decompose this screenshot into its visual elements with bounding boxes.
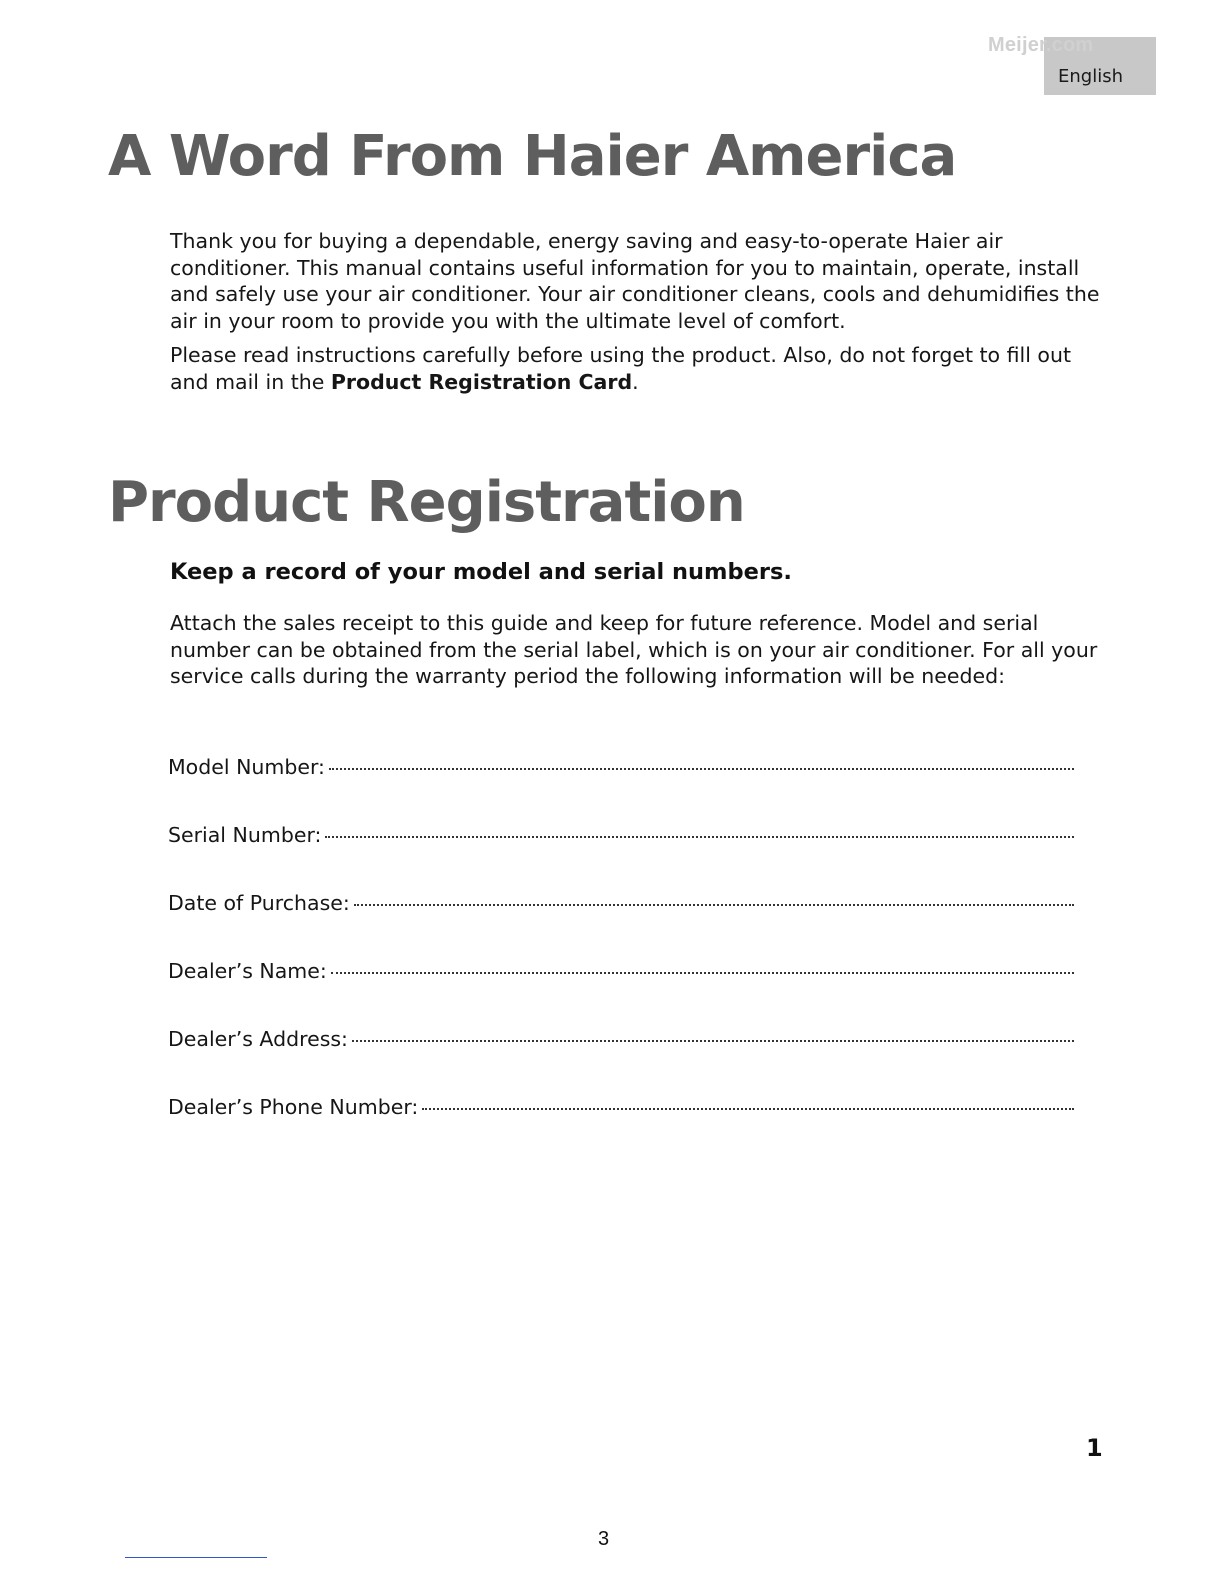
registration-subtitle: Keep a record of your model and serial numbers. xyxy=(170,559,792,585)
field-label: Dealer’s Address: xyxy=(168,1027,348,1051)
intro-paragraph-2-end: . xyxy=(632,369,639,394)
registration-card-emphasis: Product Registration Card xyxy=(330,369,633,394)
field-label: Model Number: xyxy=(168,755,325,779)
pdf-page-number: 3 xyxy=(598,1528,610,1550)
dotted-line xyxy=(331,971,1074,974)
dotted-line xyxy=(325,835,1074,838)
dotted-line xyxy=(422,1107,1074,1110)
language-tab-label: English xyxy=(1058,66,1123,87)
registration-title: Product Registration xyxy=(108,470,745,535)
intro-title: A Word From Haier America xyxy=(108,124,957,189)
field-label: Date of Purchase: xyxy=(168,891,350,915)
date-of-purchase-field[interactable] xyxy=(168,891,1074,959)
model-number-field[interactable] xyxy=(168,755,1074,823)
registration-fields xyxy=(168,755,1074,1163)
intro-paragraph-2-lead: Please read instructions carefully before using the product. Also, do not forget to fill out and mail in the xyxy=(170,343,1072,394)
intro-paragraph-1: Thank you for buying a dependable, energy saving and easy-to-operate Haier air conditioner. This manual contains useful information for you to maintain, operate, install and safely use your air conditioner. Your air conditioner cleans, cools and dehumidifies the air in your room to provide you with the ultimate level of comfort. xyxy=(170,229,1100,333)
field-label: Serial Number: xyxy=(168,823,322,847)
dealer-name-field[interactable] xyxy=(168,959,1074,1027)
page-number: 1 xyxy=(1086,1434,1103,1462)
dotted-line xyxy=(352,1039,1074,1042)
field-label: Dealer’s Phone Number: xyxy=(168,1095,419,1119)
field-label: Dealer’s Name: xyxy=(168,959,327,983)
dotted-line xyxy=(329,767,1074,770)
serial-number-field[interactable] xyxy=(168,823,1074,891)
registration-paragraph: Attach the sales receipt to this guide and keep for future reference. Model and serial number can be obtained from the serial label, which is on your air conditioner. For all your service calls during the warranty period the following information will be needed: xyxy=(170,611,1098,689)
intro-paragraph-2 xyxy=(170,342,1100,395)
dealer-address-field[interactable] xyxy=(168,1027,1074,1095)
link-underline xyxy=(125,1557,267,1558)
dotted-line xyxy=(354,903,1074,906)
watermark: Meijer.com xyxy=(988,34,1094,56)
dealer-phone-field[interactable] xyxy=(168,1095,1074,1163)
